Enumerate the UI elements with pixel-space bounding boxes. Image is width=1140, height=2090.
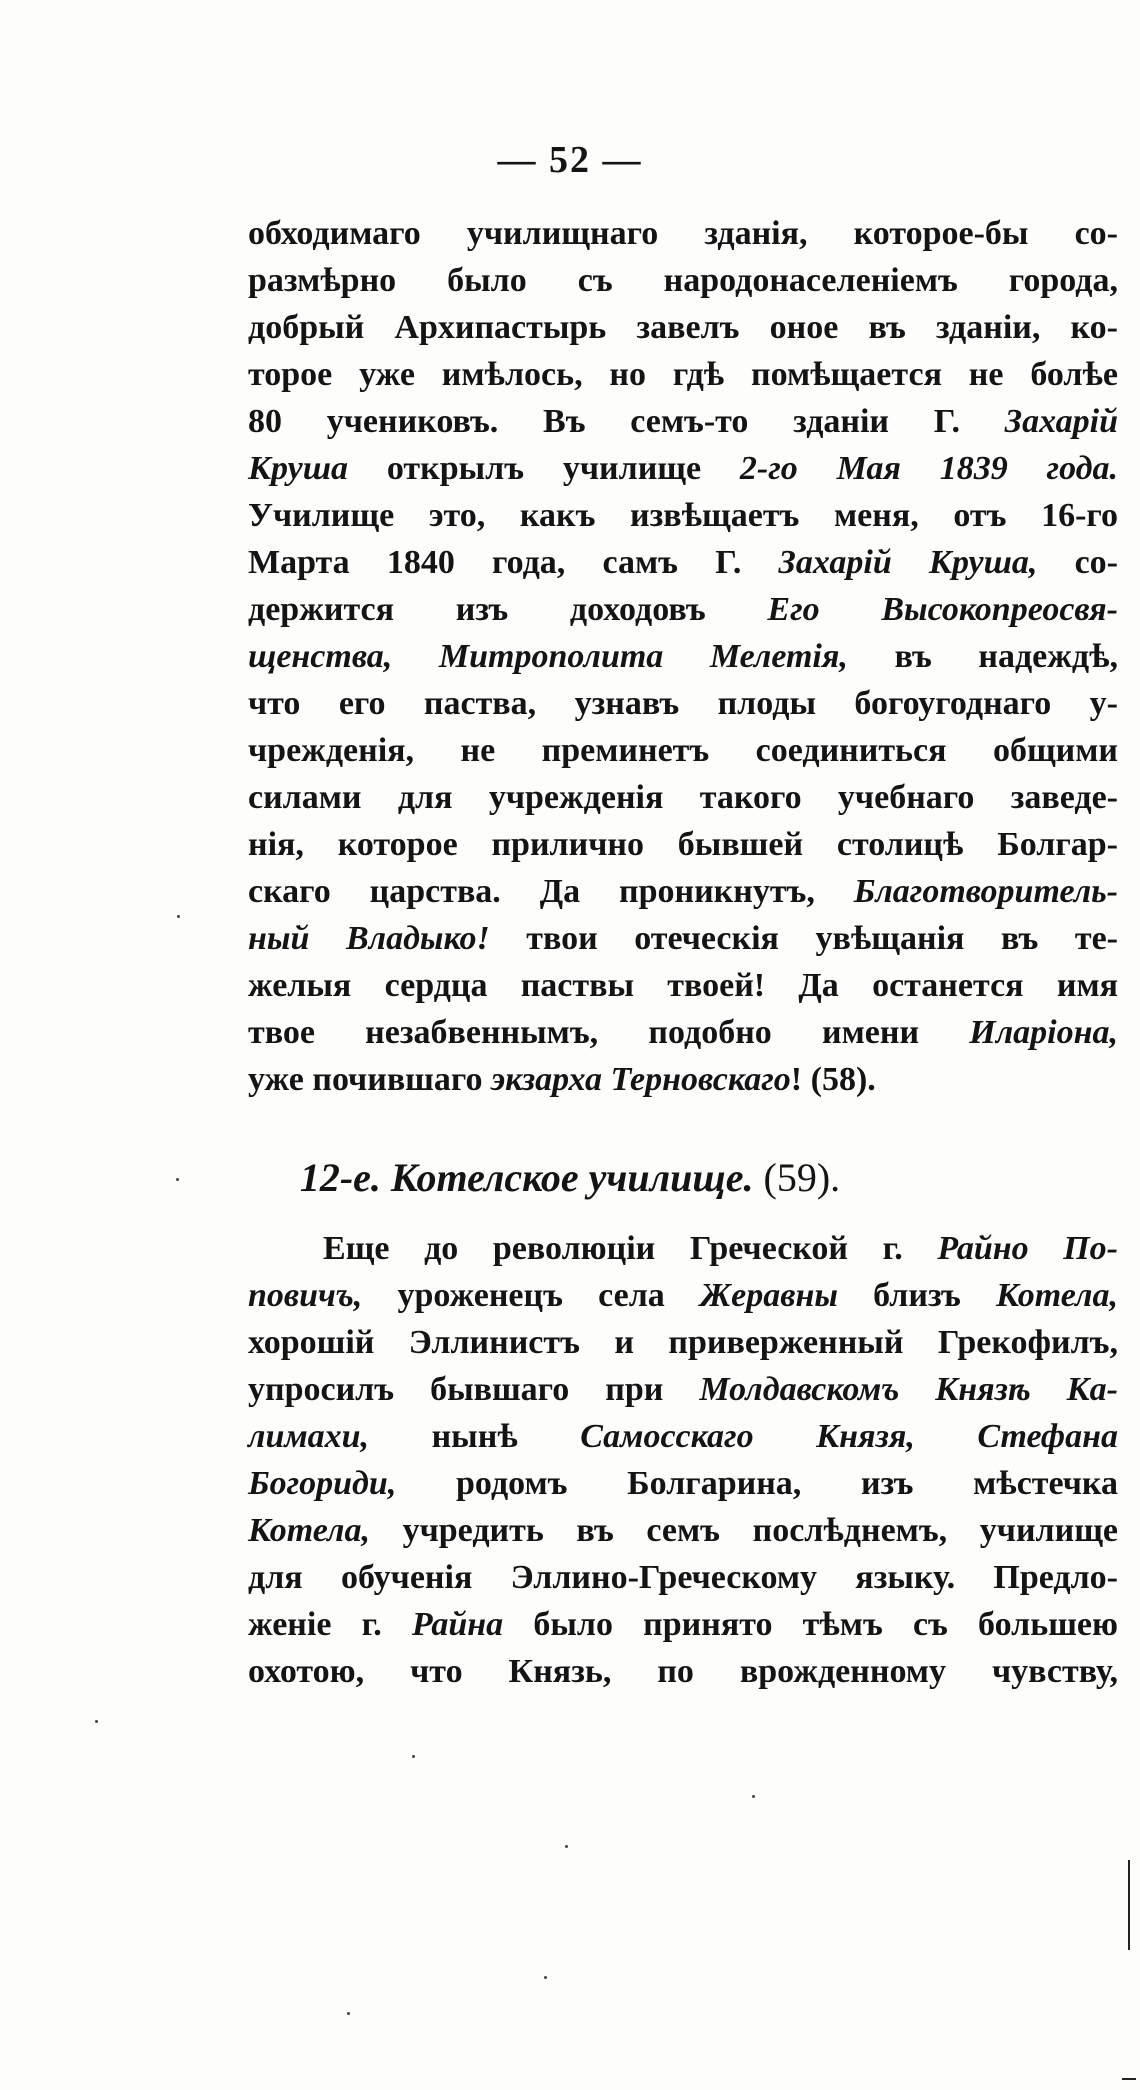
text-line bbox=[248, 210, 1118, 257]
scan-edge-mark bbox=[1122, 2078, 1136, 2080]
italic-span: Райно По- bbox=[937, 1230, 1118, 1267]
italic-span: щенства, Митрополита Мелетія, bbox=[248, 638, 848, 675]
text-span: обходимаго училищнаго зданія, которое-бы со- bbox=[248, 215, 1118, 252]
text-span: уроженецъ села bbox=[362, 1277, 700, 1314]
scan-speck bbox=[347, 2012, 350, 2015]
text-span: ! (58). bbox=[790, 1061, 876, 1098]
text-line bbox=[248, 257, 1118, 304]
text-line bbox=[248, 1366, 1118, 1413]
text-line bbox=[248, 1601, 1118, 1648]
text-span: Училище это, какъ извѣщаетъ меня, отъ 16-го bbox=[248, 497, 1118, 534]
text-line bbox=[248, 304, 1118, 351]
paragraph-bottom bbox=[248, 1225, 1118, 1695]
text-line bbox=[248, 445, 1118, 492]
section-title-text: Котелское училище. bbox=[390, 1155, 754, 1200]
text-line bbox=[248, 492, 1118, 539]
text-span: чрежденія, не преминетъ соединиться общими bbox=[248, 732, 1118, 769]
text-span: торое уже имѣлось, но гдѣ помѣщается не болѣе bbox=[248, 356, 1118, 393]
text-span: желыя сердца паствы твоей! Да останется имя bbox=[248, 967, 1118, 1004]
italic-span: повичъ, bbox=[248, 1277, 363, 1314]
scan-edge-mark bbox=[1128, 1860, 1130, 1950]
section-footnote-ref: (59). bbox=[763, 1155, 841, 1200]
italic-span: Котела, bbox=[248, 1512, 370, 1549]
text-span: Еще до революціи Греческой г. bbox=[323, 1230, 938, 1267]
text-line bbox=[248, 1056, 1118, 1103]
text-span: держится изъ доходовъ bbox=[248, 591, 768, 628]
text-span: скаго царства. Да проникнутъ, bbox=[248, 873, 854, 910]
text-span: охотою, что Князь, по врожденному чувству, bbox=[248, 1653, 1118, 1690]
text-span: для обученія Эллино-Греческому языку. Предло- bbox=[248, 1559, 1118, 1596]
italic-span: Райна bbox=[411, 1606, 504, 1643]
text-line bbox=[248, 1272, 1118, 1319]
text-span: 80 учениковъ. Въ семъ-то зданіи Г. bbox=[248, 403, 1005, 440]
text-line bbox=[248, 727, 1118, 774]
italic-span: Богориди, bbox=[248, 1465, 397, 1502]
scan-speck bbox=[544, 1976, 547, 1979]
italic-span: Котела, bbox=[996, 1277, 1118, 1314]
italic-span: Захарій bbox=[1004, 403, 1118, 440]
text-span: твое незабвеннымъ, подобно имени bbox=[248, 1014, 970, 1051]
text-line bbox=[248, 1554, 1118, 1601]
italic-span: Его Высокопреосвя- bbox=[767, 591, 1119, 628]
text-span: уже почившаго bbox=[248, 1061, 491, 1098]
page-number: — 52 — bbox=[497, 139, 643, 181]
text-span: хорошій Эллинистъ и приверженный Грекофилъ, bbox=[248, 1324, 1118, 1361]
section-number: 12-е. bbox=[299, 1155, 381, 1200]
text-span: Марта 1840 года, самъ Г. bbox=[248, 544, 779, 581]
text-line bbox=[248, 1648, 1118, 1695]
paragraph-top bbox=[248, 210, 1118, 1103]
text-line bbox=[248, 868, 1118, 915]
italic-span: ный Владыко! bbox=[248, 920, 490, 957]
text-span: было принято тѣмъ съ большею bbox=[503, 1606, 1118, 1643]
text-span: упросилъ бывшаго при bbox=[248, 1371, 700, 1408]
text-line bbox=[248, 539, 1118, 586]
text-span: близъ bbox=[837, 1277, 997, 1314]
text-span: женіе г. bbox=[248, 1606, 412, 1643]
text-span: твои отеческія увѣщанія въ те- bbox=[489, 920, 1118, 957]
text-line bbox=[248, 1413, 1118, 1460]
italic-span: Жеравны bbox=[699, 1277, 838, 1314]
text-line bbox=[248, 1225, 1118, 1272]
scan-speck bbox=[412, 1755, 415, 1758]
scan-speck bbox=[176, 1178, 179, 1181]
italic-span: лимахи, bbox=[248, 1418, 370, 1455]
text-line bbox=[248, 586, 1118, 633]
text-span: нія, которое прилично бывшей столицѣ Болгар- bbox=[248, 826, 1118, 863]
scan-speck bbox=[95, 1720, 98, 1723]
text-span: что его паства, узнавъ плоды богоугоднаго у- bbox=[248, 685, 1118, 722]
text-line bbox=[248, 1507, 1118, 1554]
text-line bbox=[248, 1319, 1118, 1366]
scan-speck bbox=[752, 1795, 755, 1798]
italic-span: Иларіона, bbox=[969, 1014, 1118, 1051]
italic-span: Захарій Круша, bbox=[778, 544, 1038, 581]
text-line bbox=[248, 1460, 1118, 1507]
text-line bbox=[248, 962, 1118, 1009]
text-line bbox=[248, 351, 1118, 398]
italic-span: Молдавскомъ Князѣ Ка- bbox=[699, 1371, 1118, 1408]
text-span: открылъ училище bbox=[348, 450, 740, 487]
text-line bbox=[248, 1009, 1118, 1056]
text-line bbox=[248, 821, 1118, 868]
italic-span: Самосскаго Князя, Стефана bbox=[580, 1418, 1118, 1455]
text-span: размѣрно было съ народонаселеніемъ города, bbox=[248, 262, 1118, 299]
italic-span: Круша bbox=[248, 450, 349, 487]
text-line bbox=[248, 774, 1118, 821]
text-span: учредить въ семъ послѣднемъ, училище bbox=[369, 1512, 1118, 1549]
italic-span: 2-го Мая 1839 года. bbox=[739, 450, 1118, 487]
text-span: въ надеждѣ, bbox=[847, 638, 1118, 675]
text-span: силами для учрежденія такого учебнаго заведе- bbox=[248, 779, 1118, 816]
text-span: добрый Архипастырь завелъ оное въ зданіи, ко- bbox=[248, 309, 1118, 346]
text-span: родомъ Болгарина, изъ мѣстечка bbox=[396, 1465, 1118, 1502]
italic-span: Благотворитель- bbox=[853, 873, 1118, 910]
italic-span: экзарха Терновскаго bbox=[490, 1061, 791, 1098]
text-span: со- bbox=[1037, 544, 1119, 581]
scan-speck bbox=[565, 1845, 568, 1848]
text-line bbox=[248, 633, 1118, 680]
text-line bbox=[248, 398, 1118, 445]
text-span: нынѣ bbox=[369, 1418, 581, 1455]
section-heading bbox=[0, 1150, 1140, 1206]
text-line bbox=[248, 680, 1118, 727]
scan-speck bbox=[177, 915, 180, 918]
text-line bbox=[248, 915, 1118, 962]
